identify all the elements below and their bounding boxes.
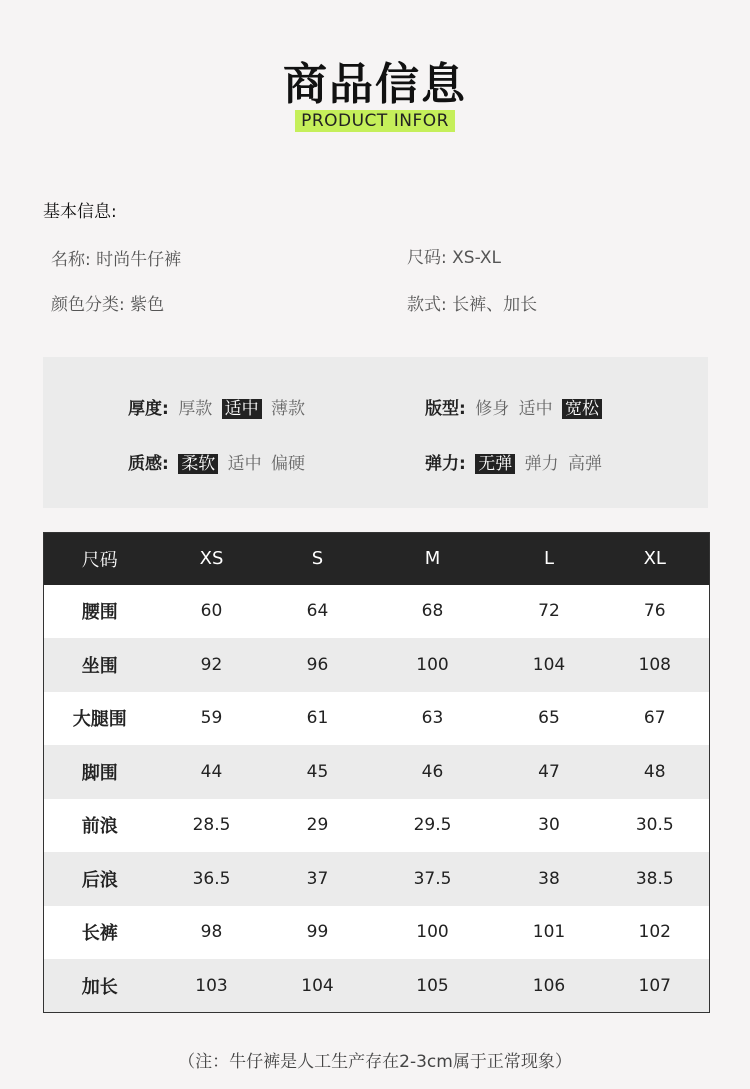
info-color-label: 颜色分类:	[51, 295, 125, 315]
subtitle-wrap	[0, 110, 750, 132]
table-cell: 100	[368, 906, 498, 960]
table-cell: 68	[368, 585, 498, 639]
table-cell: 105	[368, 959, 498, 1013]
table-cell: 60	[156, 585, 268, 639]
table-row	[44, 638, 710, 692]
table-cell: 38	[498, 852, 601, 906]
column-header: XS	[156, 533, 268, 585]
attr-stretch-option: 无弹	[475, 454, 515, 474]
row-label: 脚围	[44, 745, 156, 799]
column-header: L	[498, 533, 601, 585]
size-table	[43, 532, 710, 1013]
row-label: 长裤	[44, 906, 156, 960]
table-cell: 96	[268, 638, 368, 692]
table-row	[44, 906, 710, 960]
table-row	[44, 745, 710, 799]
table-cell: 36.5	[156, 852, 268, 906]
attr-stretch-option: 高弹	[568, 454, 603, 474]
table-cell: 67	[601, 692, 710, 746]
row-label: 大腿围	[44, 692, 156, 746]
page-subtitle: PRODUCT INFOR	[295, 110, 455, 132]
table-cell: 37	[268, 852, 368, 906]
table-cell: 76	[601, 585, 710, 639]
column-header: S	[268, 533, 368, 585]
attr-stretch	[425, 449, 602, 474]
attr-texture-option: 适中	[227, 454, 262, 474]
info-size-label: 尺码:	[407, 248, 447, 268]
table-cell: 72	[498, 585, 601, 639]
row-label: 腰围	[44, 585, 156, 639]
table-cell: 103	[156, 959, 268, 1013]
page-title: 商品信息	[283, 59, 467, 110]
attr-thickness-option: 厚款	[178, 399, 213, 419]
row-label: 前浪	[44, 799, 156, 853]
table-cell: 108	[601, 638, 710, 692]
info-style-label: 款式:	[407, 295, 447, 315]
attr-fit-option: 适中	[518, 399, 553, 419]
table-cell: 45	[268, 745, 368, 799]
size-table-header-row	[44, 533, 710, 585]
attr-texture	[128, 449, 305, 474]
table-cell: 47	[498, 745, 601, 799]
attr-fit-option: 宽松	[562, 399, 602, 419]
attr-stretch-label: 弹力:	[425, 454, 466, 474]
table-cell: 98	[156, 906, 268, 960]
table-cell: 48	[601, 745, 710, 799]
attr-thickness-option: 薄款	[271, 399, 306, 419]
table-cell: 101	[498, 906, 601, 960]
column-header: XL	[601, 533, 710, 585]
table-cell: 30	[498, 799, 601, 853]
info-size	[407, 243, 501, 268]
row-label: 后浪	[44, 852, 156, 906]
attr-stretch-option: 弹力	[524, 454, 559, 474]
info-size-value: XS-XL	[452, 248, 501, 268]
info-color	[51, 290, 164, 315]
attributes-panel	[43, 357, 708, 508]
table-cell: 28.5	[156, 799, 268, 853]
table-cell: 59	[156, 692, 268, 746]
attr-texture-label: 质感:	[128, 454, 169, 474]
column-header: M	[368, 533, 498, 585]
table-cell: 100	[368, 638, 498, 692]
info-name-label: 名称:	[51, 250, 91, 270]
info-name	[51, 245, 181, 270]
row-label: 加长	[44, 959, 156, 1013]
column-header: 尺码	[44, 533, 156, 585]
table-row	[44, 799, 710, 853]
table-cell: 29	[268, 799, 368, 853]
attr-thickness-option: 适中	[222, 399, 262, 419]
row-label: 坐围	[44, 638, 156, 692]
info-style-value: 长裤、加长	[452, 295, 538, 315]
attr-thickness	[128, 394, 305, 419]
attr-fit	[425, 394, 602, 419]
table-cell: 104	[498, 638, 601, 692]
table-row	[44, 585, 710, 639]
table-cell: 65	[498, 692, 601, 746]
table-cell: 107	[601, 959, 710, 1013]
info-style	[407, 290, 537, 315]
table-cell: 99	[268, 906, 368, 960]
table-row	[44, 692, 710, 746]
attr-texture-option: 柔软	[178, 454, 218, 474]
attr-fit-option: 修身	[475, 399, 510, 419]
table-cell: 106	[498, 959, 601, 1013]
table-cell: 30.5	[601, 799, 710, 853]
table-cell: 44	[156, 745, 268, 799]
table-cell: 63	[368, 692, 498, 746]
attr-texture-option: 偏硬	[271, 454, 306, 474]
attr-thickness-label: 厚度:	[128, 399, 169, 419]
table-cell: 64	[268, 585, 368, 639]
table-row	[44, 959, 710, 1013]
table-cell: 46	[368, 745, 498, 799]
table-cell: 104	[268, 959, 368, 1013]
table-cell: 61	[268, 692, 368, 746]
info-name-value: 时尚牛仔裤	[96, 250, 182, 270]
attr-fit-label: 版型:	[425, 399, 466, 419]
table-cell: 102	[601, 906, 710, 960]
table-cell: 38.5	[601, 852, 710, 906]
table-row	[44, 852, 710, 906]
basic-info-heading: 基本信息:	[43, 202, 117, 222]
table-cell: 92	[156, 638, 268, 692]
info-color-value: 紫色	[130, 295, 165, 315]
table-cell: 37.5	[368, 852, 498, 906]
table-cell: 29.5	[368, 799, 498, 853]
footnote: （注：牛仔裤是人工生产存在2-3cm属于正常现象）	[178, 1052, 572, 1072]
